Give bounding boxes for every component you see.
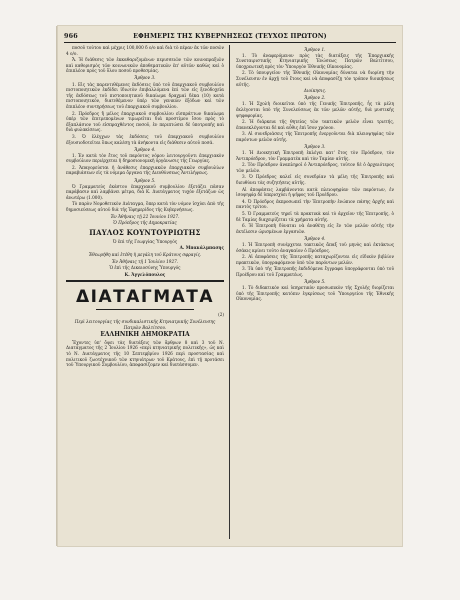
gazette-page (58, 26, 402, 546)
paragraph: 1. Εἰς τὰς παρεντιθέμενες ἐκδόσεις ὑπὸ τοῦ ἐπαρχιακοῦ συμβουλίου πιστοποιητικῶν ἐκδίδει ἰδιωτὸν ἐπιβαλλόμενα ἐπὶ τῶν εἰς ξενόδοχεῖα τῆς ἐκδόσεως τοῦ πιστοποιητικοῦ δικαίωμα δραχμαὶ δέκα (10) κατὰ πιστοποιητικὸν, διατιθέμενον ὑπὲρ τῶν γενικῶν ἐξόδων καὶ τῶν ἐπιπλέον συντηρήσεως τοῦ ἐπαρχιακοῦ συμβουλίου. (66, 81, 224, 109)
president-name: ΠΑΥΛΟΣ ΚΟΥΝΤΟΥΡΙΩΤΗΣ (89, 227, 201, 237)
paragraph: 1. Τὸ ἀναφερόμενον πρὸς τὰς διατάξεις τῆς Ἐπαρχιακῆς Συνεταιριστικῆς Κτηνιατρικῆς Ἐνώσεως Πατρῶν Βαλτίτσου, ὑποχρεωτικὴ πρὸς τὸν Ὑπουργὸν Ἐθνικῆς Οἰκονομίας. (236, 52, 394, 69)
section-subhead: Διοίκησις. (303, 88, 327, 94)
paragraph: 2. Τὸν Πρόεδρον ἀναπληροῖ ὁ Ἀντιπρόεδρος, τοῦτον δὲ ὁ ἀρχαιότερος τῶν μελῶν. (236, 162, 394, 173)
section-underline (96, 309, 194, 310)
article-heading: Ἄρθρον 2. (304, 95, 326, 101)
paragraph: 1. Ἡ Σχολὴ διοικεῖται ὑπὸ τῆς Γενικῆς Ἐπιτροπῆς, ἧς τὰ μέλη ἐκλέγονται ὑπὸ τῆς Συνελεύσεως ἐκ τῶν μελῶν αὐτῆς, διὰ μυστικῆς ψηφοφορίας. (236, 101, 394, 118)
paragraph: 2. Πρόεδρος ἢ μέλος ἐπαρχιακοῦ συμβουλίου εἰσπράττων δικαίωμα ὑπὲρ τῶν ἐπιτρεπομένων τιμωρεῖται διὰ προστίμου ἴσου πρὸς τὸ ἐξαπλάσιον τοῦ εἰσπραχθέντος ποσοῦ, ἐν περιπτώσει δὲ ὑποτροπῆς καὶ διὰ φυλακίσεως. (66, 110, 224, 133)
paragraph: 1. Ἡ Διοικητικὴ Ἐπιτροπὴ ἐκλέγει κατ' ἔτος τὸν Πρόεδρον, τὸν Ἀντιπρόεδρον, τὸν Γραμματέα καὶ τὸν Ταμίαν αὐτῆς. (236, 150, 394, 161)
header-rule (64, 42, 396, 43)
page-number: 966 (64, 32, 78, 40)
column-divider (229, 45, 230, 539)
paragraph: 3. Τὰ ὑπὸ τῆς Ἐπιτροπῆς ἐκδιδόμενα ἔγγραφα ὑπογράφονται ὑπὸ τοῦ Προέδρου καὶ τοῦ Γραμματέως. (236, 266, 394, 277)
minister-name: Α. Μπακάλμπασης (179, 245, 224, 251)
paragraph: 3. Ὁ ἐλέγχων τὰς ἐκδόσεις τοῦ ἐπαρχιακοῦ συμβουλίου ἐξουσιοδοτεῖται ὅπως καλέσῃ τὰ ἀνήκοντα εἰς διάθεσιν αὐτοῦ ποσά. (66, 133, 224, 145)
paragraph: 2. Τὸ ὑπουργεῖον τῆς Ἐθνικῆς Οἰκονομίας δύναται νὰ διορίσῃ τὴν Συνέλευσιν ἐν ἀρχῇ τοῦ ἔτους καὶ νὰ ἀποφασίζῃ τὸν τρόπον διοικήσεως αὐτῆς. (236, 70, 394, 87)
decree-subject: Περὶ λειτουργίας τῆς συνδικαλιστικῆς Κτηνιατρικῆς Συνέλευσης Πατρῶν Βαλτίτσου. (74, 318, 216, 330)
page-header (64, 31, 396, 41)
paragraph: 6. Ἡ Ἐπιτροπὴ δύναται νὰ ἀναθέτῃ εἰς ἓν τῶν μελῶν αὐτῆς τὴν ἐκτέλεσιν ὡρισμένων ἐργασιῶν. (236, 223, 394, 234)
article-heading: Ἄρθρον 5. (304, 279, 326, 285)
paragraph: Ἄ. Ἡ διάθεσις τῶν ἐκκαθαριζομένων περισσειῶν τῶν κοινοπραξιῶν καὶ καθορισμὸς τῶν κοινωνικῶν ἀποθεματικῶν ἐπ' αὐτῶν καθὼς καὶ ὁ ἐπιπλέον πρὸς τοῦ ὅλου ποσοῦ προθεσμίας. (66, 57, 224, 74)
paragraph: ποσοῦ τούτου καὶ μέχρις 100,000 δ ο/ο καὶ διὰ τὸ πέραν ἐκ τῶν ποσῶν 4 ο/ο. (66, 45, 224, 56)
minister-label: Ὁ ἐπὶ τῆς Γεωργίας Ὑπουργός (112, 238, 178, 244)
section-rule (66, 280, 224, 282)
president-label: Ὁ Πρόεδρος τῆς Δημοκρατίας (113, 220, 177, 226)
left-column (66, 45, 224, 541)
decree-number: (2) (218, 312, 224, 318)
article-heading: Ἄρθρον 3. (304, 144, 326, 149)
paragraph: 1. Τὸ διδακτικὸν καὶ ὑπηρετικὸν προσωπικὸν τῆς Σχολῆς διορίζεται ὑπὸ τῆς Ἐπιτροπῆς κατόπιν ἐγκρίσεως τοῦ Ὑπουργείου τῆς Ἐθνικῆς Οἰκονομίας. (236, 285, 394, 302)
paragraph: 4. Ὁ Πρόεδρος ἐκπροσωπεῖ τὴν Ἐπιτροπὴν ἐνώπιον πάσης ἀρχῆς καὶ παντὸς τρίτου. (236, 198, 394, 210)
paragraph: 2. Αἱ ἀποφάσεις τῆς Ἐπιτροπῆς καταχωρίζονται εἰς εἰδικὸν βιβλίον πρακτικῶν, ὑπογραφόμενον ὑπὸ τῶν παρόντων μελῶν. (236, 254, 394, 265)
paragraph: Τὸ παρὸν Νομοθετικὸν Διάταγμα, ὅπερ κατὰ τὸν νόμον ἰσχύει ἀπὸ τῆς δημοσιεύσεως αὐτοῦ διὰ τῆς Ἐφημερίδος τῆς Κυβερνήσεως. (66, 201, 224, 213)
section-title: ΔΙΑΤΑΓΜΑΤΑ (75, 287, 215, 308)
gazette-title: ΕΦΗΜΕΡΙΣ ΤΗΣ ΚΥΒΕΡΝΗΣΕΩΣ (ΤΕΥΧΟΣ ΠΡΩΤΟΝ) (133, 32, 327, 40)
paragraph: 3. Αἱ συνεδριάσεις τῆς Ἐπιτροπῆς ἐνεργοῦνται διὰ πλειοψηφίας τῶν παρόντων μελῶν αὐτῆς. (236, 131, 394, 142)
paragraph: 5. Ὁ Γραμματεὺς τηρεῖ τὰ πρακτικὰ καὶ τὸ ἀρχεῖον τῆς Ἐπιτροπῆς, ὁ δὲ Ταμίας διαχειρίζεται τὰ χρήματα αὐτῆς. (236, 211, 394, 222)
article-heading: Ἄρθρον 5. (134, 177, 156, 183)
article-heading: Ἄρθρον 1. (304, 46, 326, 52)
minister-label: Ὁ ἐπὶ τῆς Δικαιοσύνης Ὑπουργός (109, 265, 181, 271)
republic-heading: ΕΛΛΗΝΙΚΗ ΔΗΜΟΚΡΑΤΙΑ (100, 331, 190, 339)
right-column (236, 45, 394, 541)
paragraph: Ὁ Γραμματεὺς ἐκάστου ἐπαρχιακοῦ συμβουλίου ἐξετάζει πᾶσαν παράβασιν καὶ λαμβάνει μέτρα, διὰ Κ. Διατάγματος τυχὸν ἐξετάζων ὡς ἀνωτέρω (1.000). (66, 183, 224, 200)
place-date: Ἐν Ἀθήναις τῇ 22 Ἰουνίου 1927. (110, 213, 180, 219)
article-heading: Ἄρθρον 3. (134, 75, 156, 81)
paragraph: 1. Ἡ Ἐπιτροπὴ συνέρχεται τακτικῶς ἅπαξ τοῦ μηνὸς καὶ ἐκτάκτως ὁσάκις κρίνει τοῦτο ἀναγκαῖον ὁ Πρόεδρος. (236, 242, 394, 253)
paragraph: 2. Ἡ διάρκεια τῆς θητείας τῶν τακτικῶν μελῶν εἶναι τριετής, ἐπανεκλέγονται δὲ καὶ αὖθις ἐπὶ ἴσον χρόνον. (236, 119, 394, 130)
paragraph: 2. Ἀπαγορεύεται ἡ ἀνάθεσις ἐπαρχιακῶν ἐπαρχιακῶν συμβουλίων παραβιάσεων εἰς τὰ νόμιμα ὄργανα τῆς Διευθύνσεως Ἀντιλήψεως. (66, 164, 224, 176)
paragraph: 3. Ὁ Πρόεδρος καλεῖ εἰς συνεδρίαν τὰ μέλη τῆς Ἐπιτροπῆς καὶ διευθύνει τὰς συζητήσεις αὐτῆς. (236, 174, 394, 186)
paragraph: Αἱ ἀποφάσεις λαμβάνονται κατὰ πλειοψηφίαν τῶν παρόντων, ἐν ἰσοψηφίᾳ δὲ ὑπερισχύει ἡ ψῆφος τοῦ Προέδρου. (236, 186, 394, 198)
seal-date: Ἐν Ἀθήναις τῇ 1 Ἰουλίου 1927. (111, 258, 179, 264)
article-heading: Ἄρθρον 4. (304, 235, 326, 241)
article-heading: Ἄρθρον 4. (134, 146, 156, 152)
minister-name: Κ. Ἀγγελόπουλος (124, 271, 166, 277)
paragraph: Ἔχοντες ὑπ' ὄψει τὰς διατάξεις τῶν ἄρθρων 8 καὶ 3 τοῦ Ν. Διατάγματος τῆς 2 Ἰουλίου 1926 «περὶ κτηνιατρικῆς πολιτικῆς», ὡς καὶ τὸ Ν. Διατάγματος τῆς 10 Σεπτεμβρίου 1926 περὶ προστασίας καὶ πολιτικοῦ ζωοτέχνικοῦ τῶν κτηνιάτρων τοῦ Κράτους, ἐπὶ τῇ προτάσει τοῦ Ὑπουργικοῦ Συμβουλίου, ἀποφασίζομεν καὶ διατάσσομεν. (66, 339, 224, 368)
seal-line: Ἐθεωρήθη καὶ ἐτέθη ἡ μεγάλη τοῦ Κράτους σφραγίς. (88, 252, 202, 257)
paragraph: 1. Ἐν κατὰ τὸν ἔτος τοῦ παρόντος νόμου λειτουργοῦντι ἐπαρχιακὸν συμβούλιον περιέρχεται ἡ δημοσιονομικὴ ὀργάνωσις τῆς Γεωργίας. (66, 152, 224, 164)
